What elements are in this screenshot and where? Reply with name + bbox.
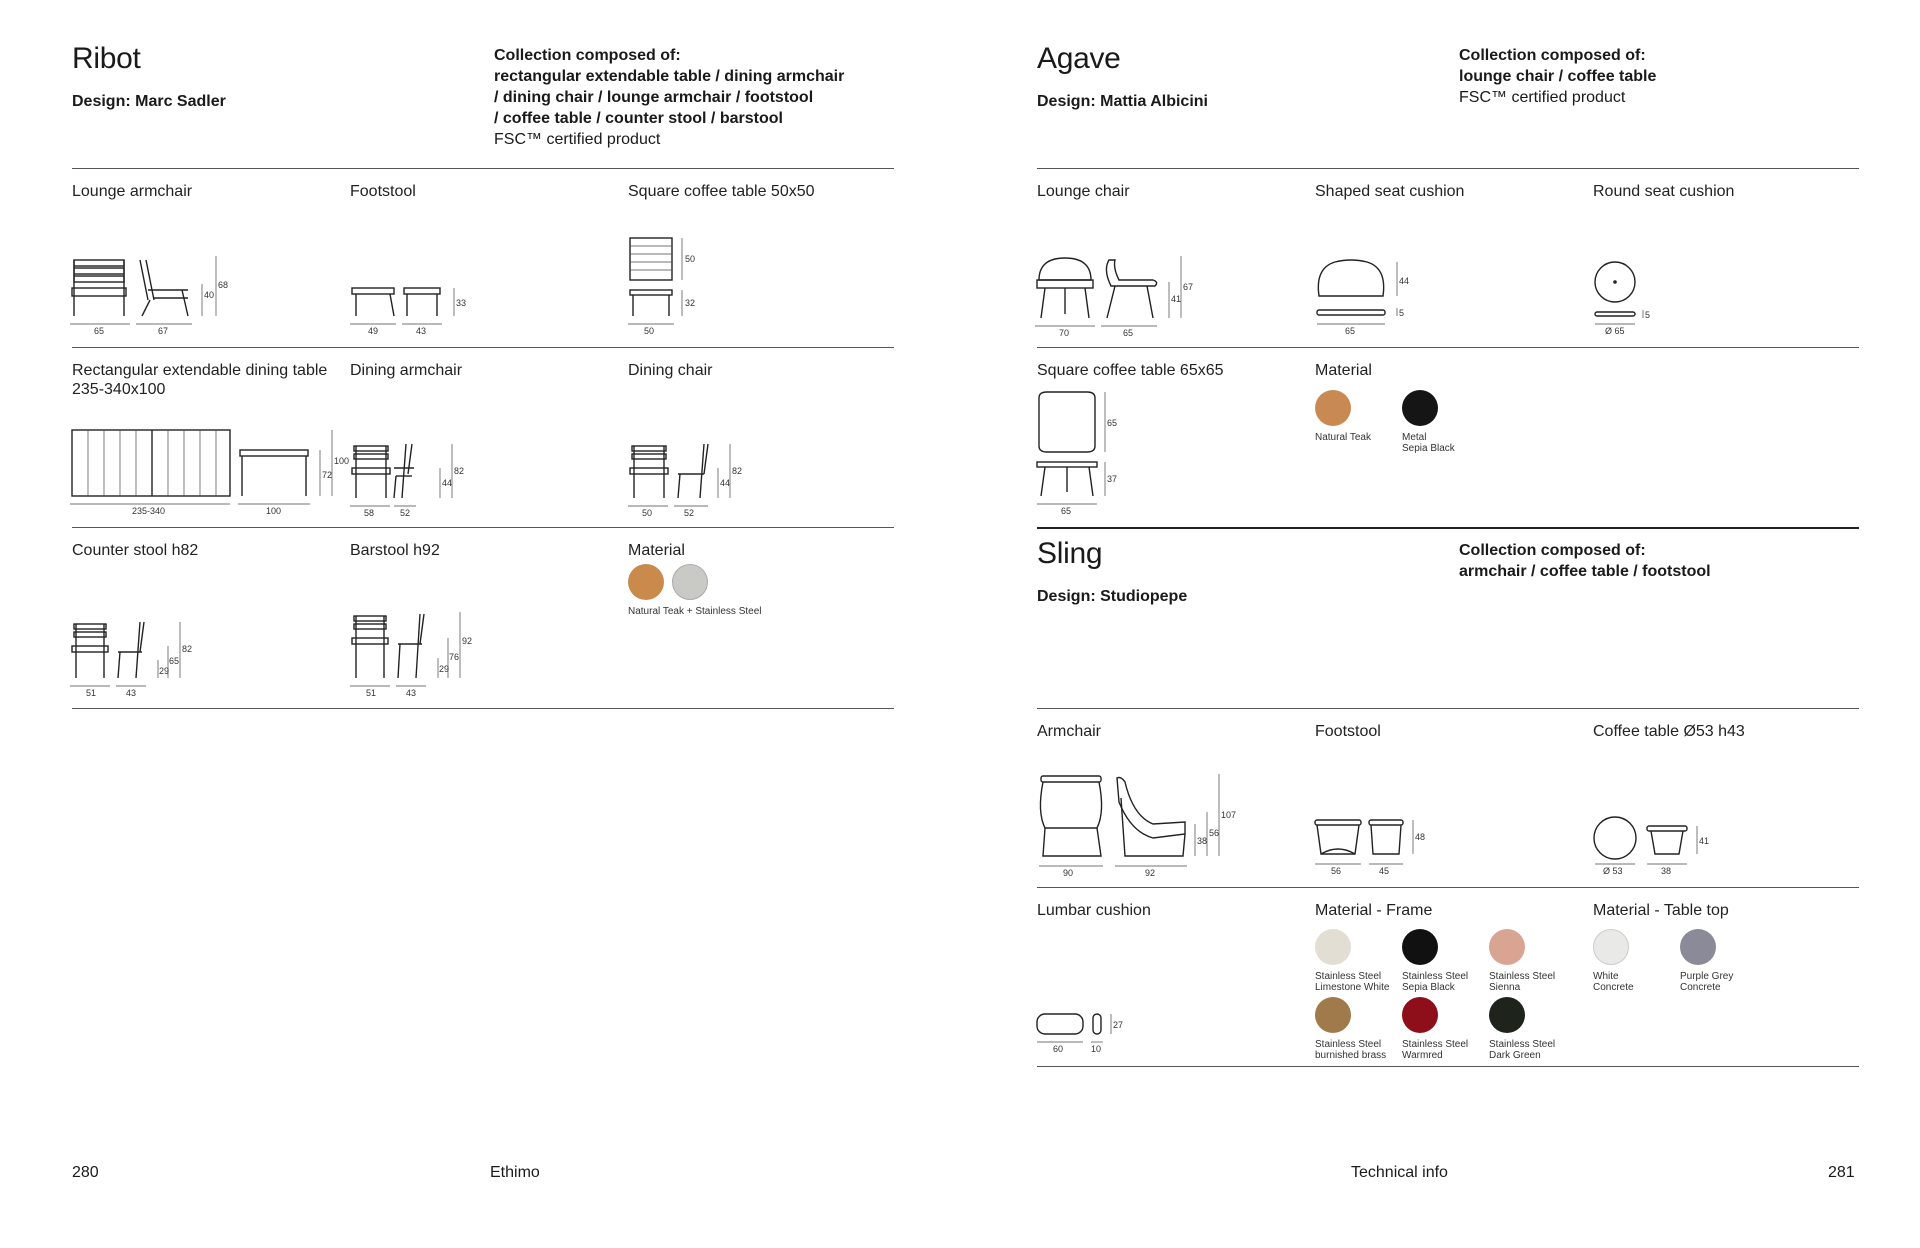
dim-label: 92 — [462, 636, 473, 646]
frame-swatch — [1402, 929, 1438, 965]
swatch-line2: Concrete — [1593, 982, 1634, 993]
product-label-lumbar-cushion: Lumbar cushion — [1037, 902, 1151, 919]
swatch-line2: Sepia Black — [1402, 443, 1455, 454]
material-caption — [1402, 432, 1455, 454]
product-label-dining-chair: Dining chair — [628, 362, 713, 379]
frame-swatch-caption — [1402, 1039, 1468, 1061]
dim-label: 60 — [1053, 1044, 1064, 1054]
dim-label: 50 — [644, 326, 655, 336]
dim-label: 49 — [368, 326, 379, 336]
agave-designer: Design: Mattia Albicini — [1037, 93, 1208, 110]
dim-label: 52 — [400, 508, 411, 518]
product-label-sling-footstool: Footstool — [1315, 723, 1381, 740]
material-swatch — [1315, 390, 1351, 426]
swatch-line2: Warmred — [1402, 1050, 1443, 1061]
dim-label: 33 — [456, 298, 467, 308]
dim-label: 72 — [322, 470, 333, 480]
collection-line: / dining chair / lounge armchair / footstool — [494, 89, 814, 106]
lumbar-cushion-drawing — [1035, 1008, 1135, 1054]
product-label-footstool: Footstool — [350, 183, 416, 200]
product-label-dining-armchair: Dining armchair — [350, 362, 463, 379]
swatch-line2: Sienna — [1489, 982, 1521, 993]
material-swatch — [628, 564, 664, 600]
dim-label: 76 — [449, 652, 460, 662]
product-label-barstool: Barstool h92 — [350, 542, 440, 559]
lounge-armchair-drawing — [70, 250, 230, 335]
frame-swatch-caption — [1489, 1039, 1555, 1061]
product-label-armchair: Armchair — [1037, 723, 1102, 740]
dim-label: 44 — [1399, 276, 1410, 286]
fsc-note: FSC™ certified product — [494, 131, 661, 148]
page-number-left: 280 — [72, 1164, 99, 1181]
swatch-line1: Stainless Steel — [1489, 971, 1556, 982]
tabletop-swatch — [1680, 929, 1716, 965]
dim-label: 52 — [684, 508, 695, 518]
divider — [72, 347, 894, 348]
dim-label: 43 — [126, 688, 137, 698]
product-label-material-frame: Material - Frame — [1315, 902, 1433, 919]
dim-label: 27 — [1113, 1020, 1124, 1030]
dim-label: 38 — [1197, 836, 1208, 846]
divider — [1037, 168, 1859, 169]
dim-label: 51 — [366, 688, 377, 698]
divider — [1037, 708, 1859, 709]
swatch-line1: Natural Teak — [1315, 432, 1371, 443]
dim-label: 100 — [266, 506, 282, 516]
barstool-drawing — [350, 608, 480, 698]
dining-table-drawing — [70, 426, 350, 518]
dim-label: 5 — [1399, 308, 1405, 318]
swatch-line2: Sepia Black — [1402, 982, 1455, 993]
dim-label: 40 — [204, 290, 215, 300]
dim-label: 90 — [1063, 868, 1074, 878]
sling-coffee-table-drawing — [1591, 814, 1721, 878]
dim-label: 44 — [442, 478, 453, 488]
product-label-dining-table: Rectangular extendable dining table 235-340x100 — [72, 362, 328, 398]
swatch-line2: Limestone White — [1315, 982, 1390, 993]
swatch-line1: Purple Grey — [1680, 971, 1734, 982]
sling-collection — [1459, 540, 1711, 582]
product-label-round-cushion: Round seat cushion — [1593, 183, 1735, 200]
dim-label: 107 — [1221, 810, 1237, 820]
product-label-sling-coffee-table: Coffee table Ø53 h43 — [1593, 723, 1745, 740]
product-label-square-coffee-table: Square coffee table 50x50 — [628, 183, 815, 200]
swatch-line1: Stainless Steel — [1402, 971, 1469, 982]
dim-label: 50 — [685, 254, 696, 264]
frame-swatch-caption — [1489, 971, 1555, 993]
dim-label: 82 — [182, 644, 193, 654]
material-swatch — [1402, 390, 1438, 426]
material-caption: Natural Teak + Stainless Steel — [628, 606, 762, 617]
collection-line: lounge chair / coffee table — [1459, 68, 1657, 85]
dim-label: 65 — [1345, 326, 1356, 336]
dim-label: 48 — [1415, 832, 1426, 842]
dim-label: 29 — [439, 664, 450, 674]
square-coffee-table-drawing — [628, 236, 708, 336]
divider — [72, 527, 894, 528]
swatch-line1: Stainless Steel — [1402, 1039, 1469, 1050]
swatch-line2: Dark Green — [1489, 1050, 1541, 1061]
footstool-drawing — [350, 282, 470, 336]
tabletop-swatch-caption — [1593, 971, 1634, 993]
swatch-line2: Concrete — [1680, 982, 1721, 993]
dim-label: 92 — [1145, 868, 1156, 878]
dim-label: 82 — [732, 466, 743, 476]
lounge-chair-drawing — [1035, 252, 1195, 336]
product-label-lounge-chair: Lounge chair — [1037, 183, 1130, 200]
ribot-designer: Design: Marc Sadler — [72, 93, 226, 110]
footer-brand: Ethimo — [490, 1164, 540, 1181]
sling-designer: Design: Studiopepe — [1037, 588, 1188, 605]
collection-heading: Collection composed of: — [494, 47, 681, 64]
dining-armchair-drawing — [350, 440, 470, 518]
collection-heading: Collection composed of: — [1459, 47, 1646, 64]
dim-label: Ø 65 — [1605, 326, 1625, 336]
swatch-line1: White — [1593, 971, 1619, 982]
dim-label: 43 — [416, 326, 427, 336]
dim-label: 10 — [1091, 1044, 1102, 1054]
agave-coffee-table-drawing — [1035, 390, 1118, 518]
dim-label: 70 — [1059, 328, 1070, 338]
dim-label: 45 — [1379, 866, 1390, 876]
ribot-title: Ribot — [72, 42, 141, 75]
dim-label: 51 — [86, 688, 97, 698]
frame-swatch-caption — [1402, 971, 1468, 993]
divider — [72, 168, 894, 169]
dim-label: 41 — [1699, 836, 1710, 846]
dim-label: 65 — [1061, 506, 1072, 516]
collection-line: armchair / coffee table / footstool — [1459, 563, 1711, 580]
page-number-right: 281 — [1828, 1164, 1855, 1181]
collection-heading: Collection composed of: — [1459, 542, 1646, 559]
product-label-material-tabletop: Material - Table top — [1593, 902, 1729, 919]
divider — [1037, 887, 1859, 888]
product-label-agave-material: Material — [1315, 362, 1372, 379]
product-label-lounge-armchair: Lounge armchair — [72, 183, 193, 200]
round-cushion-drawing — [1591, 258, 1671, 336]
dim-label: 235-340 — [132, 506, 166, 516]
dim-label: 65 — [169, 656, 180, 666]
dim-label: 67 — [1183, 282, 1194, 292]
divider — [72, 708, 894, 709]
swatch-line1: Stainless Steel — [1315, 1039, 1382, 1050]
dim-label: 100 — [334, 456, 350, 466]
dim-label: 38 — [1661, 866, 1672, 876]
swatch-line1: Metal — [1402, 432, 1427, 443]
material-caption — [1315, 432, 1371, 443]
product-label-agave-coffee-table: Square coffee table 65x65 — [1037, 362, 1224, 379]
dim-label: 65 — [94, 326, 105, 336]
sling-title: Sling — [1037, 537, 1103, 570]
dim-label: Ø 53 — [1603, 866, 1623, 876]
frame-swatch — [1489, 997, 1525, 1033]
dim-label: 37 — [1107, 474, 1118, 484]
material-swatch — [672, 564, 708, 600]
dim-label: 43 — [406, 688, 417, 698]
dim-label: 58 — [364, 508, 375, 518]
collection-line: rectangular extendable table / dining armchair — [494, 68, 845, 85]
dim-label: 65 — [1123, 328, 1134, 338]
shaped-cushion-drawing — [1313, 256, 1413, 336]
dim-label: 44 — [720, 478, 731, 488]
divider — [1037, 347, 1859, 348]
dim-label: 41 — [1171, 294, 1182, 304]
frame-swatch-caption — [1315, 971, 1389, 993]
dim-label: 56 — [1209, 828, 1220, 838]
dim-label: 68 — [218, 280, 229, 290]
fsc-note: FSC™ certified product — [1459, 89, 1626, 106]
divider — [1037, 1066, 1859, 1067]
agave-collection — [1459, 45, 1656, 108]
dining-chair-drawing — [628, 440, 748, 518]
frame-swatch — [1315, 997, 1351, 1033]
armchair-drawing — [1035, 772, 1235, 878]
dim-label: 65 — [1107, 418, 1118, 428]
product-label-counter-stool: Counter stool h82 — [72, 542, 199, 559]
swatch-line1: Stainless Steel — [1315, 971, 1382, 982]
dim-label: 50 — [642, 508, 653, 518]
dim-label: 67 — [158, 326, 169, 336]
collection-line: / coffee table / counter stool / barstool — [494, 110, 783, 127]
agave-title: Agave — [1037, 42, 1121, 75]
frame-swatch — [1402, 997, 1438, 1033]
tabletop-swatch — [1593, 929, 1629, 965]
dim-label: 32 — [685, 298, 696, 308]
dim-label: 56 — [1331, 866, 1342, 876]
swatch-line1: Stainless Steel — [1489, 1039, 1556, 1050]
footer-section: Technical info — [1351, 1164, 1448, 1181]
section-divider — [1037, 527, 1859, 529]
dim-label: 29 — [159, 666, 170, 676]
frame-swatch-caption — [1315, 1039, 1386, 1061]
dim-label: 82 — [454, 466, 465, 476]
ribot-collection — [494, 45, 844, 150]
tabletop-swatch-caption — [1680, 971, 1733, 993]
frame-swatch — [1489, 929, 1525, 965]
swatch-line2: burnished brass — [1315, 1050, 1387, 1061]
dim-label: 5 — [1645, 310, 1651, 320]
sling-footstool-drawing — [1313, 816, 1433, 878]
frame-swatch — [1315, 929, 1351, 965]
product-label-material: Material — [628, 542, 685, 559]
product-label-shaped-cushion: Shaped seat cushion — [1315, 183, 1465, 200]
counter-stool-drawing — [70, 616, 200, 698]
